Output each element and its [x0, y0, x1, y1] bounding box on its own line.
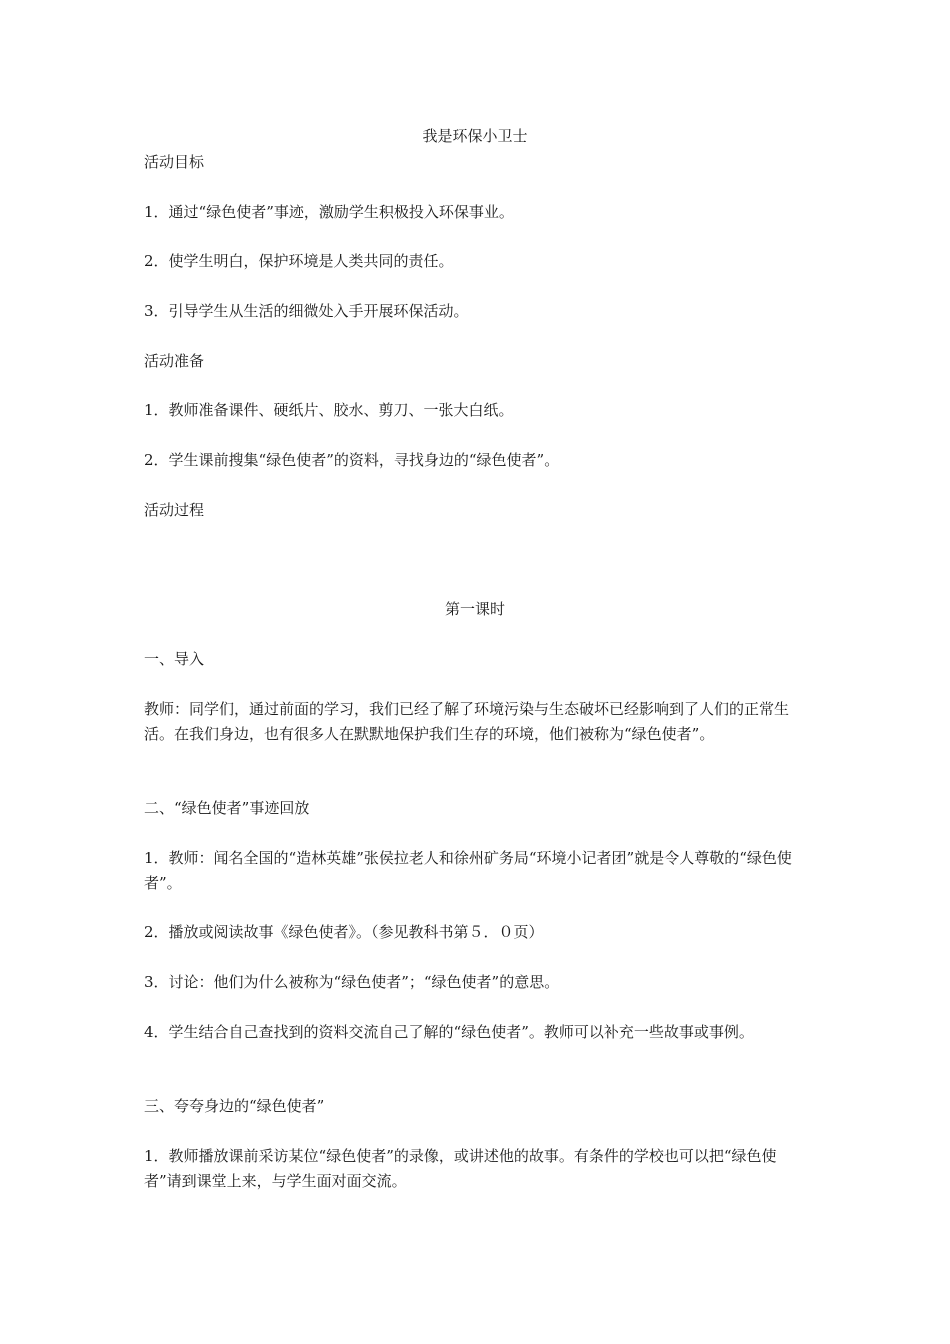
part2-item: 1．教师：闻名全国的“造林英雄”张侯拉老人和徐州矿务局“环境小记者团”就是令人尊敬的“绿色使者”。 — [144, 849, 792, 892]
lesson-title: 第一课时 — [444, 600, 505, 618]
section-heading-prep: 活动准备 — [144, 352, 205, 370]
part2-heading: 二、“绿色使者”事迹回放 — [144, 799, 310, 817]
part3-heading: 三、夸夸身边的“绿色使者” — [144, 1097, 325, 1115]
part2-item: 4．学生结合自己查找到的资料交流自己了解的“绿色使者”。教师可以补充一些故事或事例。 — [144, 1023, 754, 1041]
part2-item: 2．播放或阅读故事《绿色使者》。（参见教科书第５．０页） — [144, 923, 544, 941]
goal-item: 3．引导学生从生活的细微处入手开展环保活动。 — [144, 302, 469, 320]
goal-item: 2．使学生明白，保护环境是人类共同的责任。 — [144, 252, 454, 270]
section-heading-process: 活动过程 — [144, 501, 205, 519]
part1-paragraph: 教师：同学们，通过前面的学习，我们已经了解了环境污染与生态破坏已经影响到了人们的正常生活。在我们身边，也有很多人在默默地保护我们生存的环境，他们被称为“绿色使者”。 — [144, 700, 790, 743]
document-title: 我是环保小卫士 — [422, 127, 528, 145]
prep-item: 2．学生课前搜集“绿色使者”的资料，寻找身边的“绿色使者”。 — [144, 451, 560, 469]
goal-item: 1．通过“绿色使者”事迹，激励学生积极投入环保事业。 — [144, 203, 514, 221]
part1-heading: 一、导入 — [144, 650, 205, 668]
section-heading-goals: 活动目标 — [144, 153, 205, 171]
part2-item: 3．讨论：他们为什么被称为“绿色使者”；“绿色使者”的意思。 — [144, 973, 560, 991]
part3-item: 1．教师播放课前采访某位“绿色使者”的录像，或讲述他的故事。有条件的学校也可以把“绿色使者”请到课堂上来，与学生面对面交流。 — [144, 1147, 777, 1190]
prep-item: 1．教师准备课件、硬纸片、胶水、剪刀、一张大白纸。 — [144, 401, 514, 419]
